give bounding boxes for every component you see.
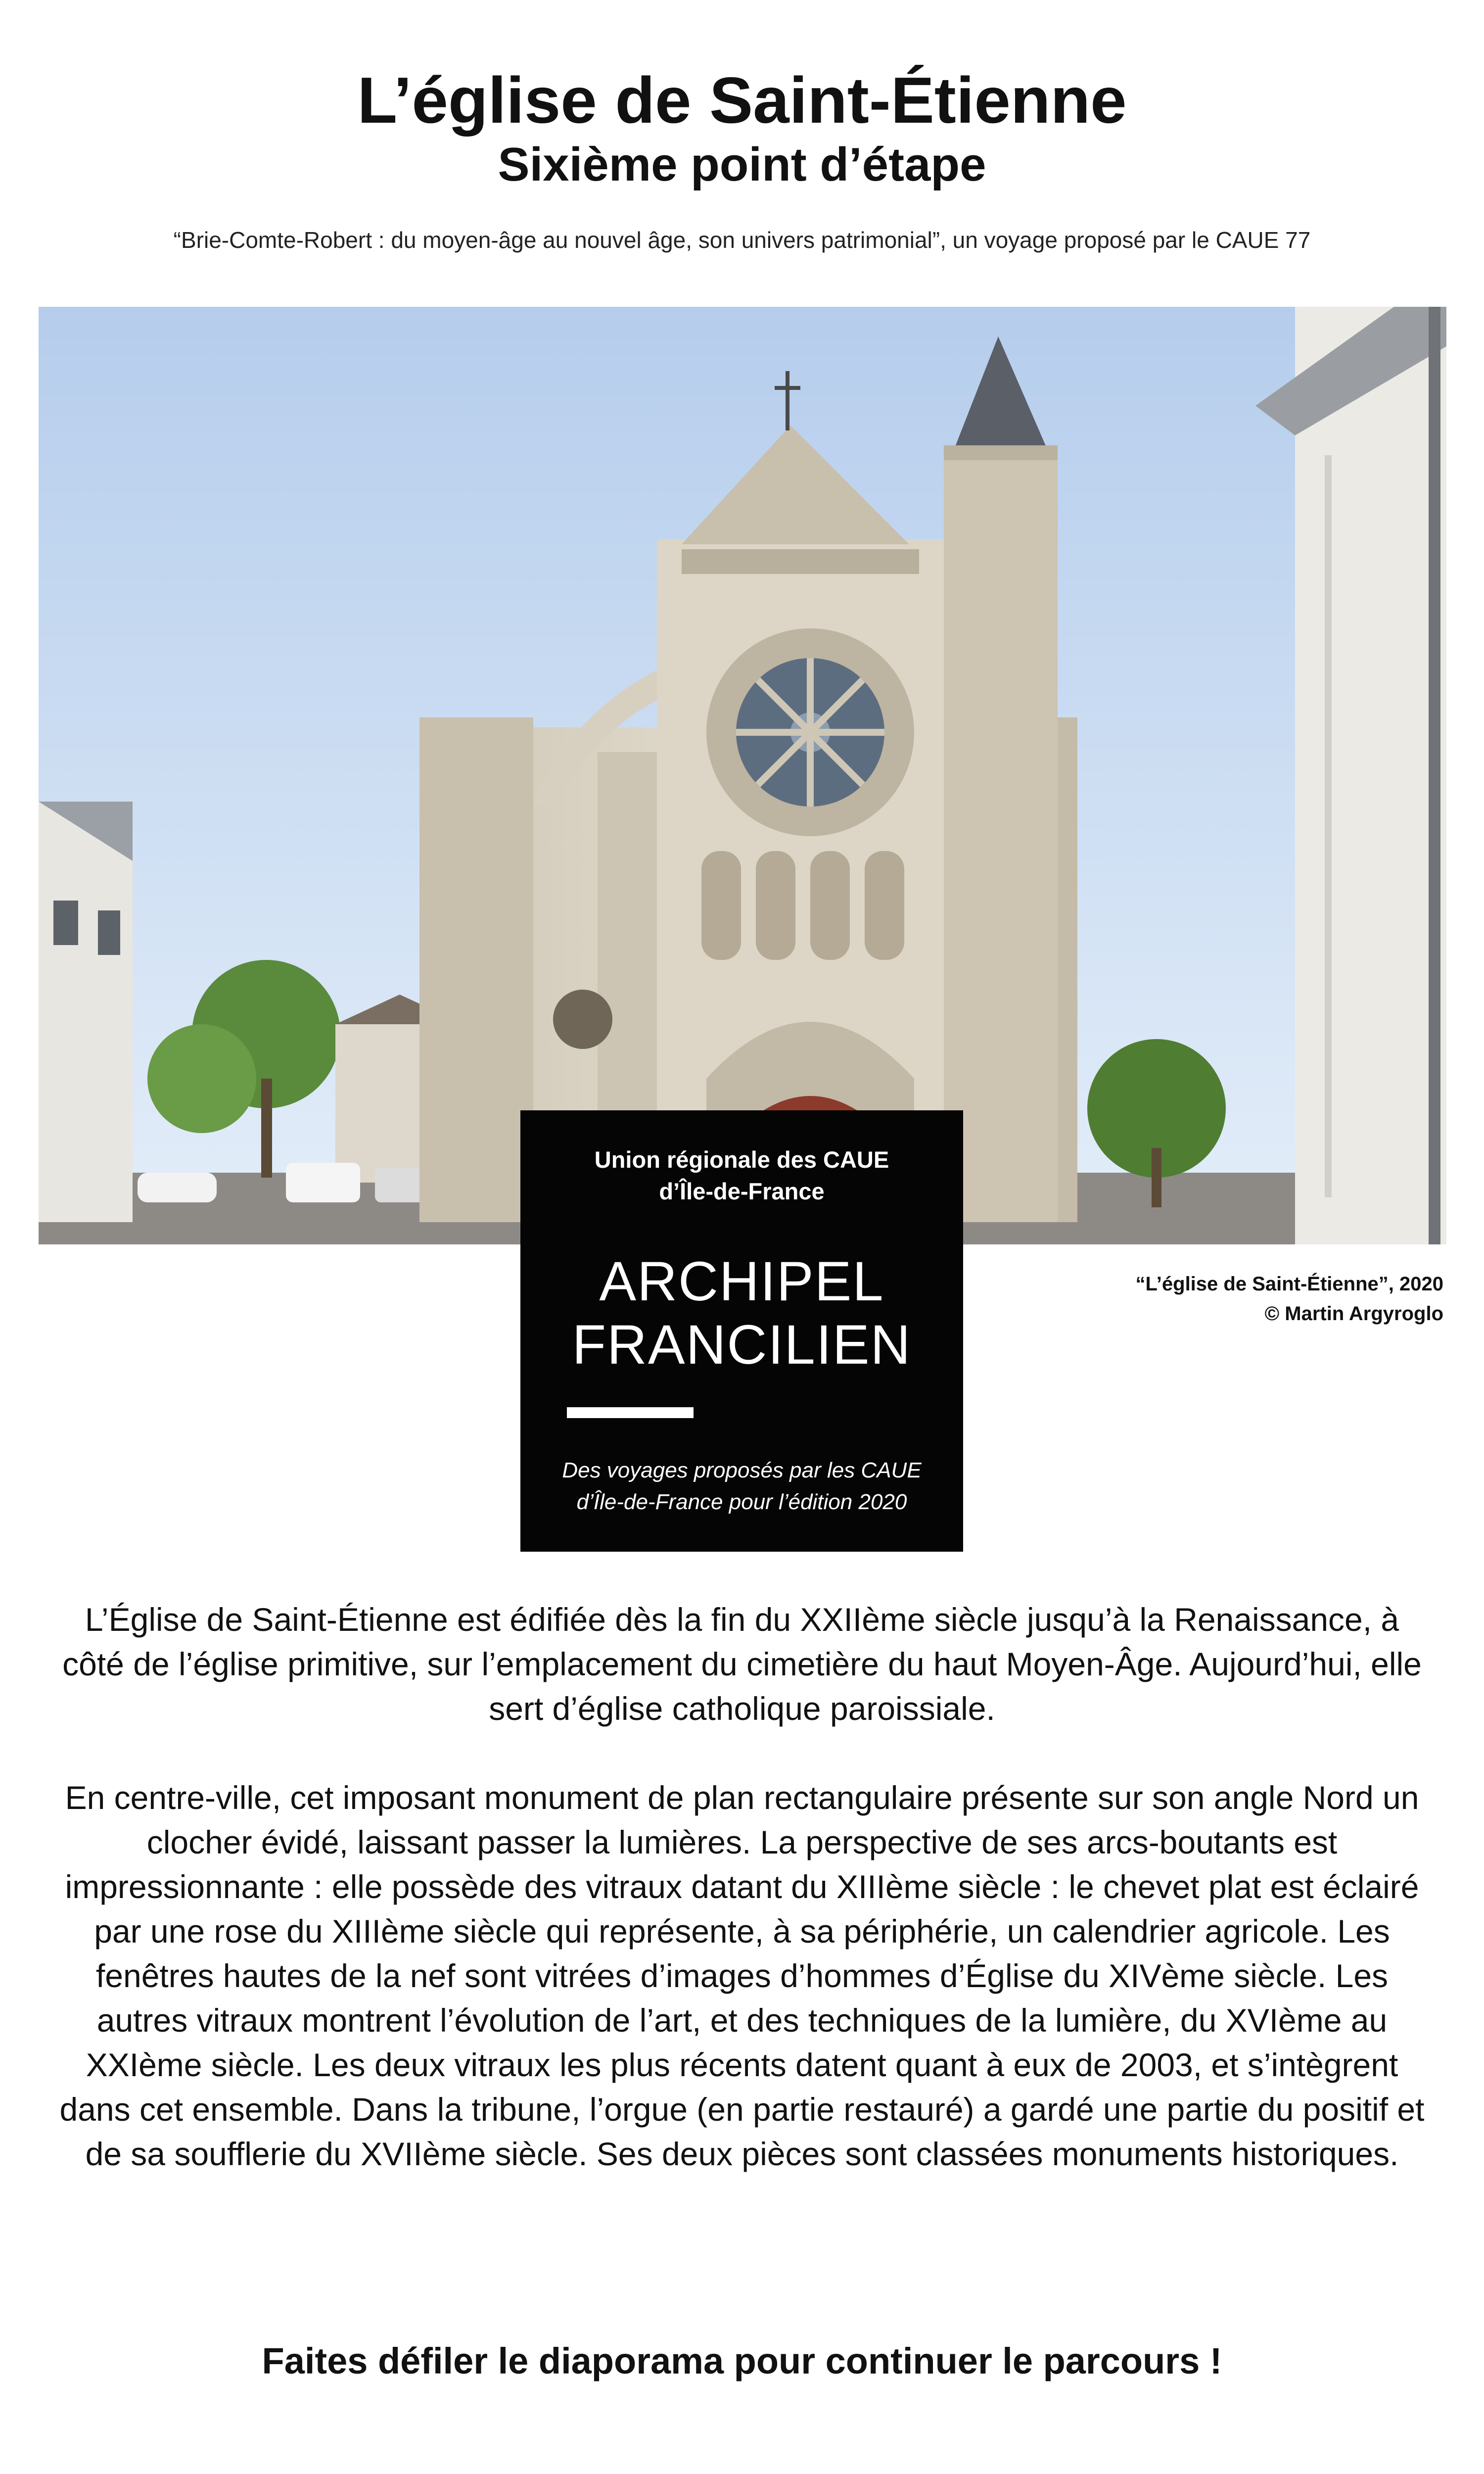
church-photo bbox=[39, 307, 1446, 1244]
logo-name: ARCHIPEL FRANCILIEN bbox=[572, 1250, 912, 1376]
page-title: L’église de Saint-Étienne bbox=[357, 64, 1127, 137]
paragraph-description: En centre-ville, cet imposant monument de plan rectangulaire présente sur son angle Nord un clocher évidé, laissant passer la lumières. La perspective de ses arcs-boutants est impressionnante : elle possède des vitraux datant du XIIIème siècle : le chevet plat est éclairé par une rose du XIIIème siècle qui représente, à sa périphérie, un calendrier agricole. Les fenêtres hautes de la nef sont vitrées d’images d’hommes d’Église du XIVème siècle. Les autres vitraux montrent l’évolution de l’art, et des techniques de la lumière, du XVIème au XXIème siècle. Les deux vitraux les plus récents datent quant à eux de 2003, et s’intègrent dans cet ensemble. Dans la tribune, l’orgue (en partie restauré) a gardé une partie du positif et de sa soufflerie du XVIIème siècle. Ses deux pièces sont classées monuments historiques. bbox=[59, 1779, 1425, 2172]
paragraph-history: L’Église de Saint-Étienne est édifiée dès la fin du XXIIème siècle jusqu’à la Renaissance, à côté de l’église primitive, sur l’emplacement du cimetière du haut Moyen-Âge. Aujourd’hui, elle sert d’église catholique paroissiale. bbox=[62, 1601, 1422, 1727]
photo-caption: “L’église de Saint-Étienne”, 2020 bbox=[1135, 1273, 1443, 1295]
logo-tagline: Des voyages proposés par les CAUE d’Île-de-France pour l’édition 2020 bbox=[562, 1458, 922, 1514]
photographer-credit: © Martin Argyroglo bbox=[1264, 1303, 1443, 1325]
logo-organization: Union régionale des CAUE d’Île-de-France bbox=[594, 1146, 889, 1204]
page-subtitle: Sixième point d’étape bbox=[498, 138, 986, 191]
archipel-francilien-logo bbox=[520, 1110, 963, 1552]
slideshow-prompt: Faites défiler le diaporama pour continuer le parcours ! bbox=[262, 2340, 1222, 2381]
intro-line: “Brie-Comte-Robert : du moyen-âge au nouvel âge, son univers patrimonial”, un voyage proposé par le CAUE 77 bbox=[173, 227, 1311, 253]
logo-underline bbox=[567, 1407, 694, 1418]
photo-credit bbox=[998, 1269, 1443, 1329]
description-text bbox=[54, 1597, 1430, 2221]
